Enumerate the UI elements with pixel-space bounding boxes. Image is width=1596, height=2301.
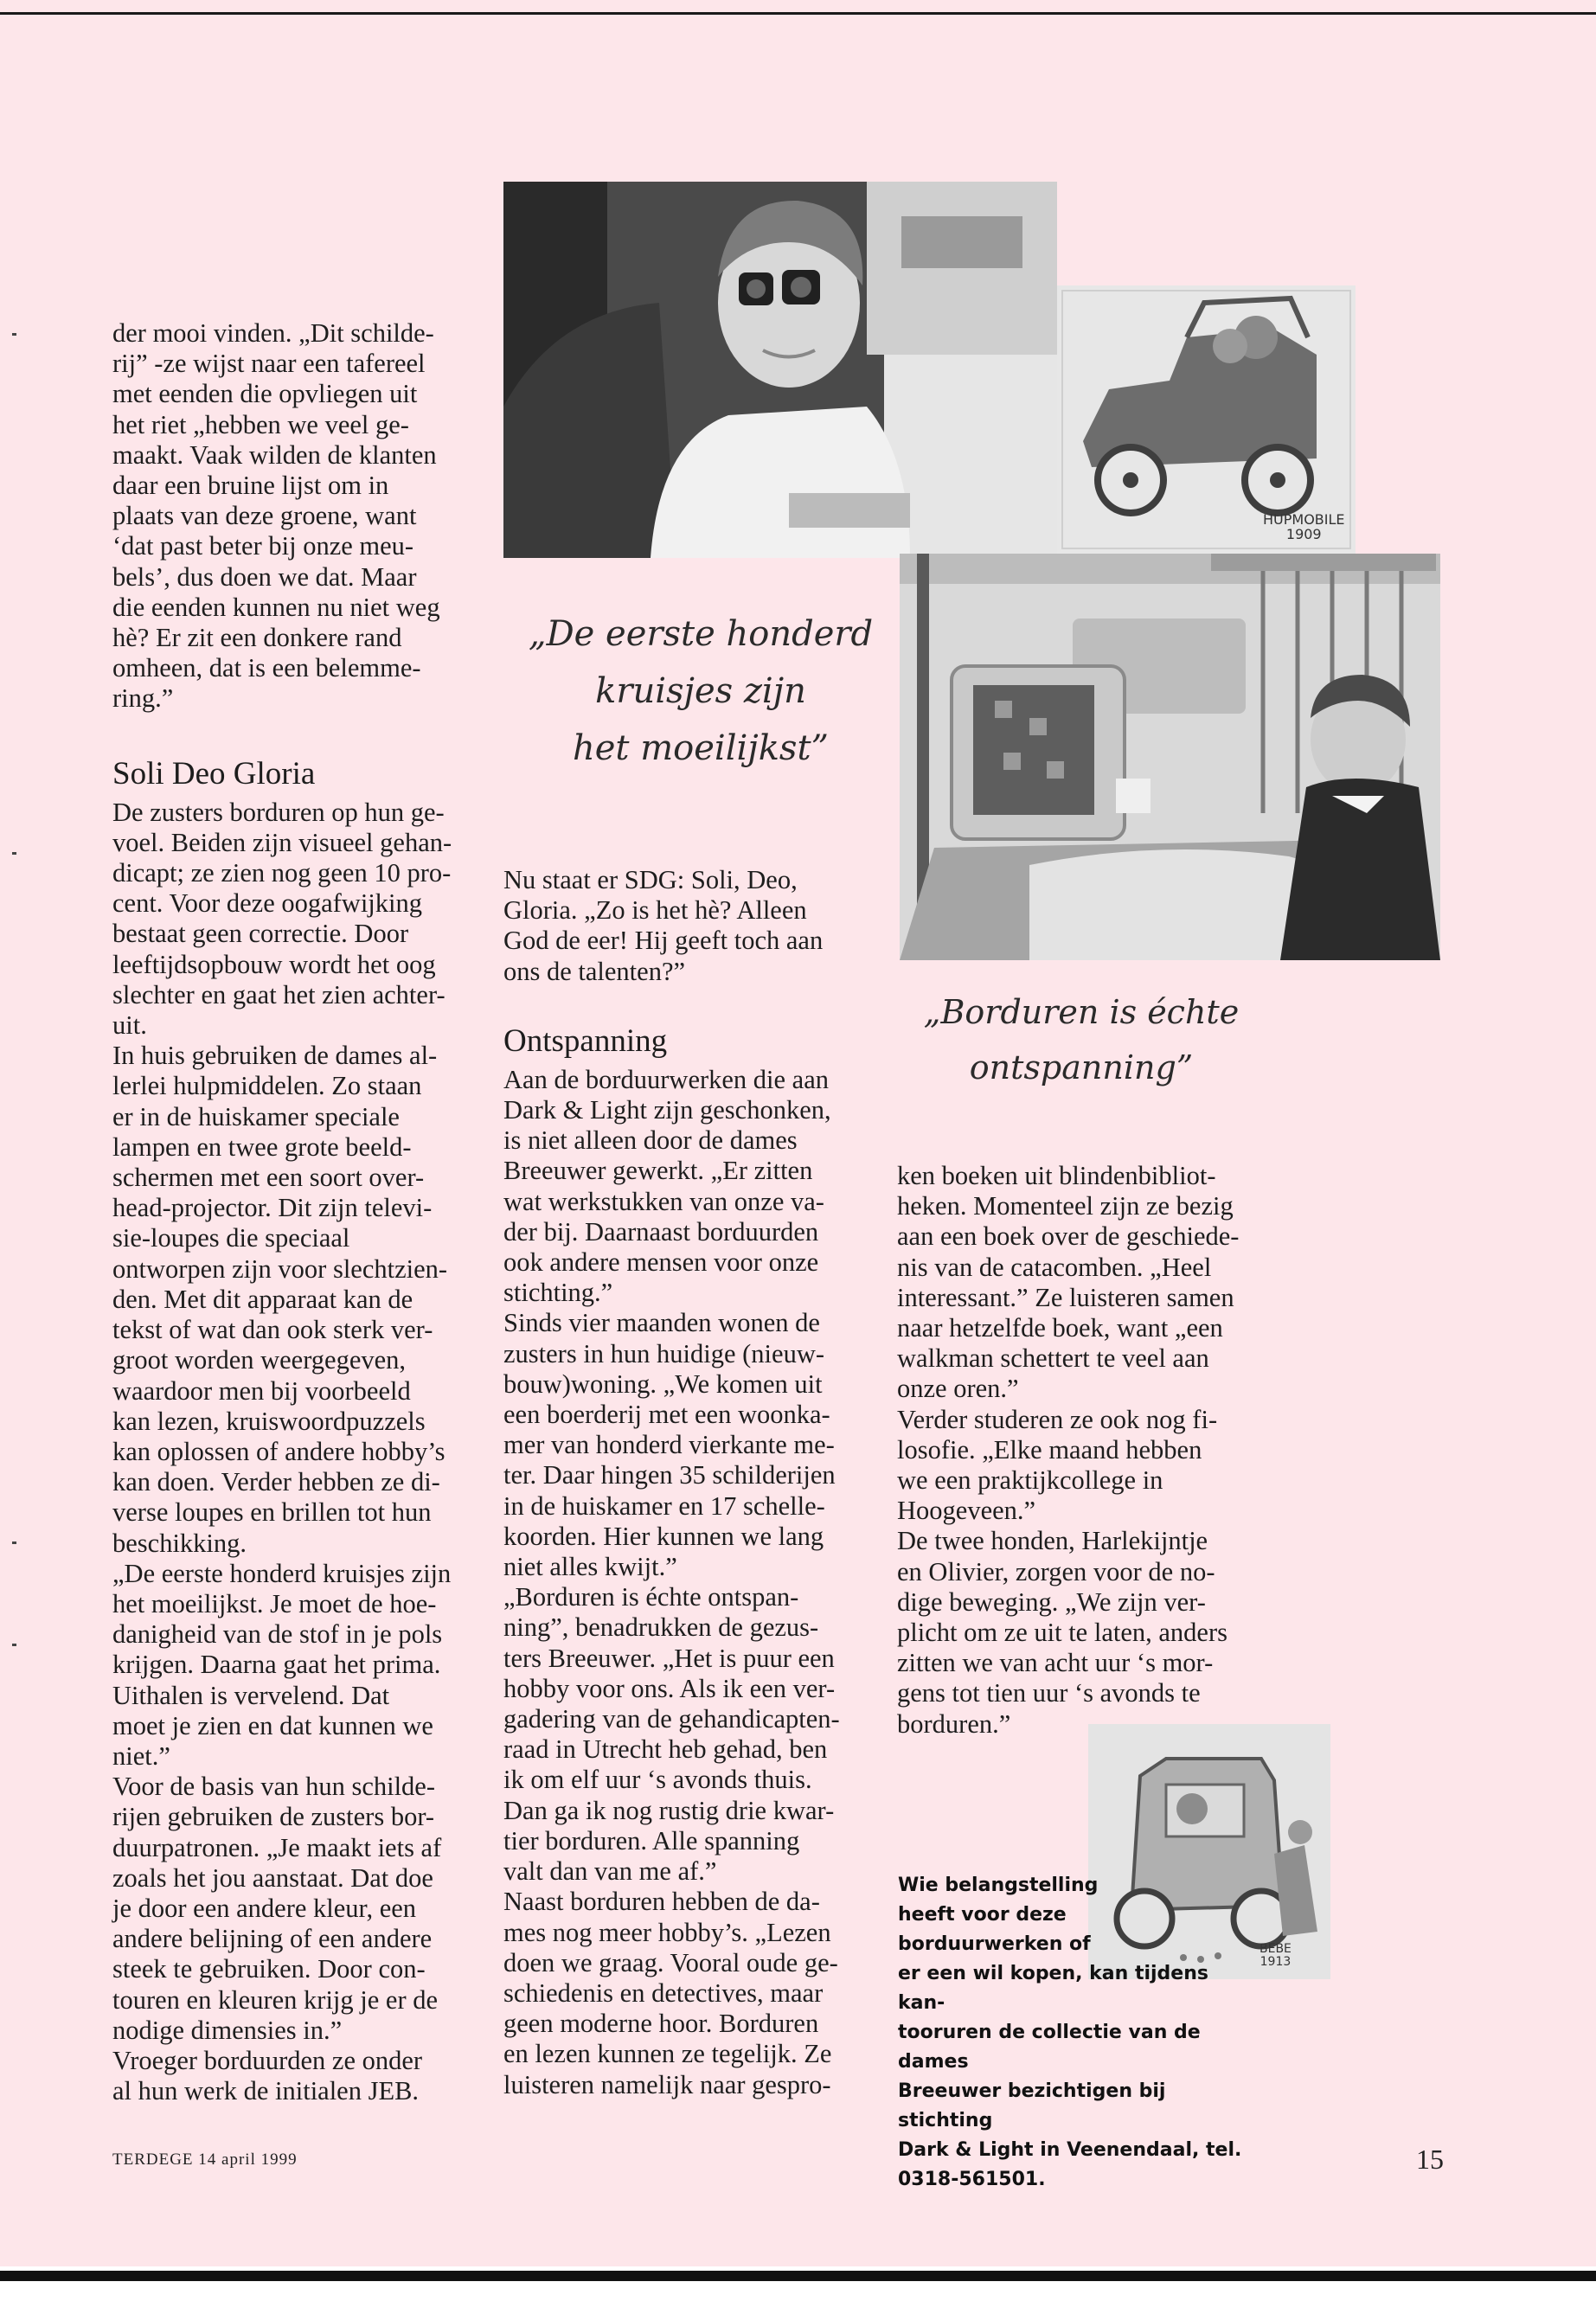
column-1-intro: der mooi vinden. „Dit schilde- rij” -ze wijst naar een tafereel met eenden die opvliegen uit het riet „hebben we veel ge- maakt. Vaak wilden de klanten daar een bruine lijst om in plaats van deze groene, want ‘dat past beter bij onze meu- bels’, dus doen we dat. Maar die eenden kunnen nu niet weg hè? Er zit een donkere rand omheen, dat is een belemme- ring.” <box>112 318 440 714</box>
info-box-text-wide: er een wil kopen, kan tijdens kan- tooruren de collectie van de dames Breeuwer bezichtigen bij stichting Dark & Light in Veenendaal, tel. 0318-561501. <box>898 1963 1242 2190</box>
heading-ontspanning: Ontspanning <box>503 1022 668 1059</box>
scan-mark <box>12 852 16 855</box>
page-number: 15 <box>1416 2144 1444 2175</box>
column-1-body: De zusters borduren op hun ge- voel. Beiden zijn visueel gehan- dicapt; ze zien nog geen 10 pro- cent. Voor deze oogafwijking bestaat geen correctie. Door leeftijdsopbouw wordt het oog slechter en gaat het zien achter- uit. In huis gebruiken de dames al- lerlei hulpmiddelen. Zo staan er in de huiskamer speciale lampen en twee grote beeld- schermen met een soort over- head-projector. Dit zijn televi- sie-loupes die speciaal ontworpen zijn voor slechtzien- den. Met dit apparaat kan de tekst of wat dan ook sterk ver- groot worden weergegeven, waardoor men bij voorbeeld kan lezen, kruiswoordpuzzels kan oplossen of andere hobby’s kan doen. Verder hebben ze di- verse loupes en brillen tot hun beschikking. „De eerste honderd kruisjes zijn het moeilijkst. Je moet de hoe- danigheid van de stof in je pols krijgen. Daarna gaat het prima. Uithalen is vervelend. Dat moet je zien en dat kunnen we niet.” Voor de basis van hun schilde- rijen gebruiken de zusters bor- duurpatronen. „Je maakt iets af zoals het jou aanstaat. Dat doe je door een andere kleur, een andere belijning of een andere steek te gebruiken. Door con- touren en kleuren krijg je er de nodige dimensies in.” Vroeger borduurden ze onder al hun werk de initialen JEB. <box>112 797 452 2106</box>
column-2-intro: Nu staat er SDG: Soli, Deo, Gloria. „Zo is het hè? Alleen God de eer! Hij geeft toch aan ons de talenten?” <box>503 865 824 986</box>
column-1 <box>112 318 476 2106</box>
column-2 <box>503 865 867 2100</box>
column-2-body: Aan de borduurwerken die aan Dark & Light zijn geschonken, is niet alleen door de dames Breeuwer gewerkt. „Er zitten wat werkstukken van onze va- der bij. Daarnaast borduurden ook andere mensen voor onze stichting.” Sinds vier maanden wonen de zusters in hun huidige (nieuw- bouw)woning. „We komen uit een boerderij met een woonka- mer van honderd vierkante me- ter. Daar hingen 35 schilderijen in de huiskamer en 17 schelle- koorden. Hier kunnen we lang niet alles kwijt.” „Borduren is échte ontspan- ning”, benadrukken de gezus- ters Breeuwer. „Het is puur een hobby voor ons. Als ik een ver- gadering van de gehandicapten- raad in Utrecht heb gehad, ben ik om elf uur ‘s avonds thuis. Dan ga ik nog rustig drie kwar- tier borduren. Alle spanning valt dan van me af.” Naast borduren hebben de da- mes nog meer hobby’s. „Lezen doen we graag. Vooral oude ge- schiedenis en detectives, maar geen moderne hoor. Borduren en lezen kunnen ze tegelijk. Ze luisteren namelijk naar gespro- <box>503 1064 840 2099</box>
top-rule <box>0 12 1596 15</box>
pull-quote-eerste-honderd: „De eerste honderd kruisjes zijn het moeilijkst” <box>528 614 874 768</box>
info-box <box>898 1871 1244 2195</box>
column-3 <box>897 1161 1278 1740</box>
scan-mark <box>12 1644 16 1646</box>
photo-woman-embroidering <box>900 554 1440 960</box>
bebe-label: BEBE 1913 <box>1259 1942 1292 1969</box>
photo-embroidery-hupmobile <box>1057 285 1356 554</box>
pull-quote-borduren-ontspanning: „Borduren is échte ontspanning” <box>923 993 1240 1086</box>
footer-publication: TERDEGE 14 april 1999 <box>112 2150 298 2169</box>
photo-woman-with-loupe <box>503 182 1057 558</box>
scan-mark <box>12 1541 16 1544</box>
info-box-text-narrow: Wie belangstelling heeft voor deze borduurwerken of <box>898 1875 1099 1955</box>
heading-soli-deo-gloria: Soli Deo Gloria <box>112 755 316 792</box>
hupmobile-label: HUPMOBILE 1909 <box>1263 511 1345 542</box>
bottom-rule <box>0 2271 1596 2281</box>
column-3-body: ken boeken uit blindenbibliot- heken. Momenteel zijn ze bezig aan een boek over de geschiede- nis van de catacomben. „Heel interessant.” Ze luisteren samen naar hetzelfde boek, want „een walkman schettert te veel aan onze oren.” Verder studeren ze ook nog fi- losofie. „Elke maand hebben we een praktijkcollege in Hoogeveen.” De twee honden, Harlekijntje en Olivier, zorgen voor de no- dige beweging. „We zijn ver- plicht om ze uit te laten, anders zitten we van acht uur ‘s mor- gens tot tien uur ‘s avonds te borduren.” <box>897 1161 1240 1739</box>
scan-mark <box>12 333 16 336</box>
